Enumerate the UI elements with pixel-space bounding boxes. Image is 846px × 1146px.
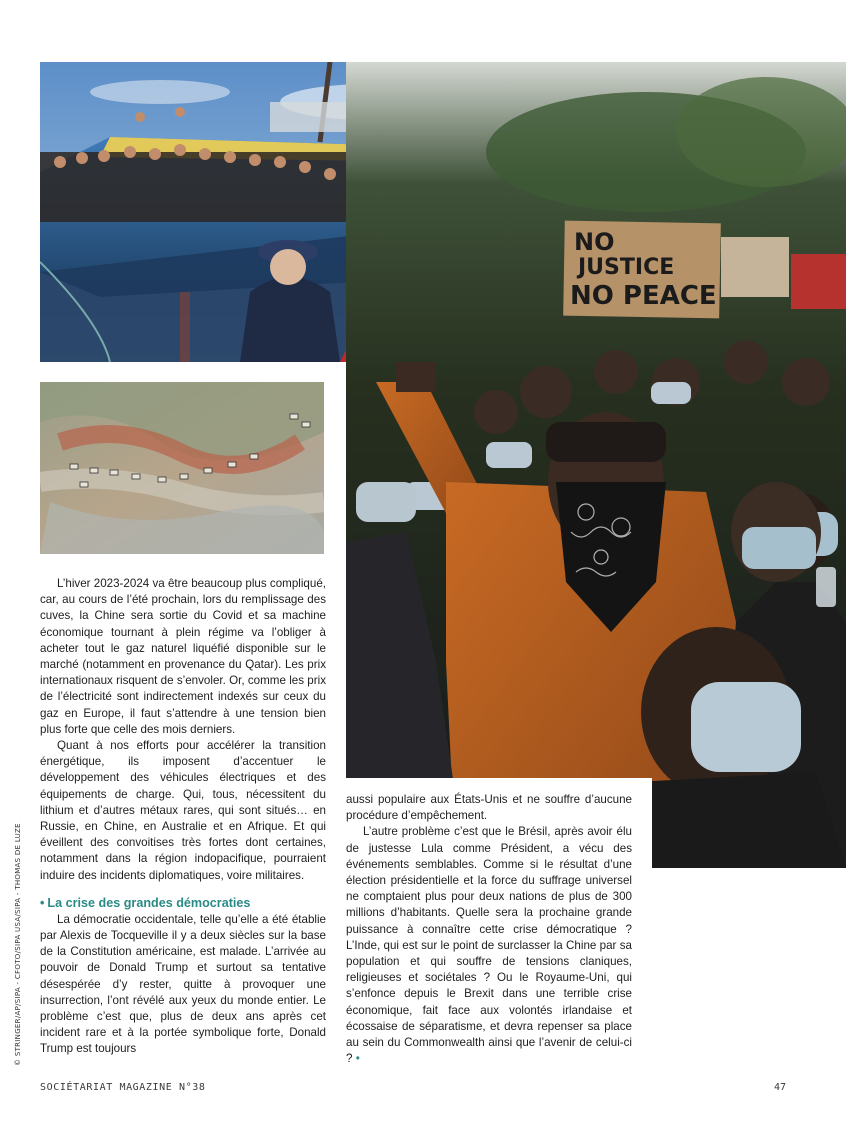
protest-photo bbox=[346, 62, 846, 868]
protest-sign-line2: JUSTICE bbox=[578, 255, 675, 280]
page-number: 47 bbox=[773, 1082, 786, 1093]
protest-sign-line1: NO bbox=[574, 228, 615, 256]
section-heading bbox=[40, 895, 326, 911]
footer-magazine-name: SOCIÉTARIAT MAGAZINE N°38 bbox=[40, 1082, 206, 1093]
quarry-aerial-photo bbox=[40, 382, 324, 554]
paragraph-democracy-crisis: La démocratie occidentale, telle qu’elle a été établie par Alexis de Tocqueville il y a deux siècles sur la base de la Constitution américaine, est malade. L’arrivée au pouvoir de Donald Trump et surtout sa tentative désespérée d’y rester, quitte à provoquer une insurrection, l’ont révélé aux yeux du monde entier. Le problème c’est que, plus de deux ans après cet incident rare et à la portée symbolique forte, Donald Trump est toujours bbox=[40, 912, 326, 1056]
paragraph-winter-gas: L’hiver 2023-2024 va être beaucoup plus compliqué, car, au cours de l’été prochain, lors du remplissage des cuves, la Chine sera sortie du Covid et sa machine économique tournant à plein régime va l’obliger à acheter tout le gaz naturel liquéfié disponible sur le marché (notamment en provenance du Qatar). Les prix internationaux risquent de s’envoler. Or, comme les prix de l’électricité sont indirectement indexés sur ceux du gaz en Europe, il faut s’attendre à une tension bien plus forte que celle des mois derniers. bbox=[40, 577, 326, 736]
end-bullet-icon: • bbox=[355, 1052, 360, 1066]
paragraph-energy-transition: Quant à nos efforts pour accélérer la transition énergétique, ils imposent d’accentuer le développement des véhicules électriques et des équipements de charge. Qui, tous, nécessitent du lithium et d’autres métaux rares, qui sont situés… en Russie, en Chine, en Australie et en Afrique. Et qui éveillent des convoitises très fortes dont certaines, notamment dans la région indopacifique, pourraient induire des incidents diplomatiques, voire militaires. bbox=[40, 739, 326, 882]
heading-bullet-icon: • bbox=[40, 895, 45, 910]
protest-sign-line3: NO PEACE bbox=[570, 281, 717, 311]
paragraph-brazil bbox=[346, 824, 632, 1067]
paragraph-trump-continued: aussi populaire aux États-Unis et ne souffre d’aucune procédure d’empêchement. bbox=[346, 793, 632, 823]
photo-credit: © STRINGER/AP/SIPA - CFOTO/SIPA USA/SIPA - THOMAS DE LUZE bbox=[14, 823, 22, 1066]
left-text-column bbox=[40, 576, 326, 1058]
right-text-column bbox=[346, 792, 632, 1067]
paragraph-brazil-text: L’autre problème c’est que le Brésil, après avoir élu de justesse Lula comme Président, a vécu des événements semblables. Comme si le résultat d’une élection présidentielle et la force du suffrage universel ne comptaient plus pour deux nations de plus de 300 millions d’habitants. Quelle sera la prochaine grande puissance à connaître cette crise démocratique ? L’Inde, qui est sur le point de surclasser la Chine par sa population et qui souffre de tensions claniques, religieuses et sociétales ? Ou le Royaume-Uni, qui s’enfonce depuis le Brexit dans une terrible crise économique, fait face aux volontés irlandaise et écossaise de séparatisme, et devra repenser sa place au sein du Commonwealth ainsi que l’avenir de celui-ci ? bbox=[346, 825, 632, 1066]
section-heading-text: La crise des grandes démocraties bbox=[47, 895, 251, 910]
